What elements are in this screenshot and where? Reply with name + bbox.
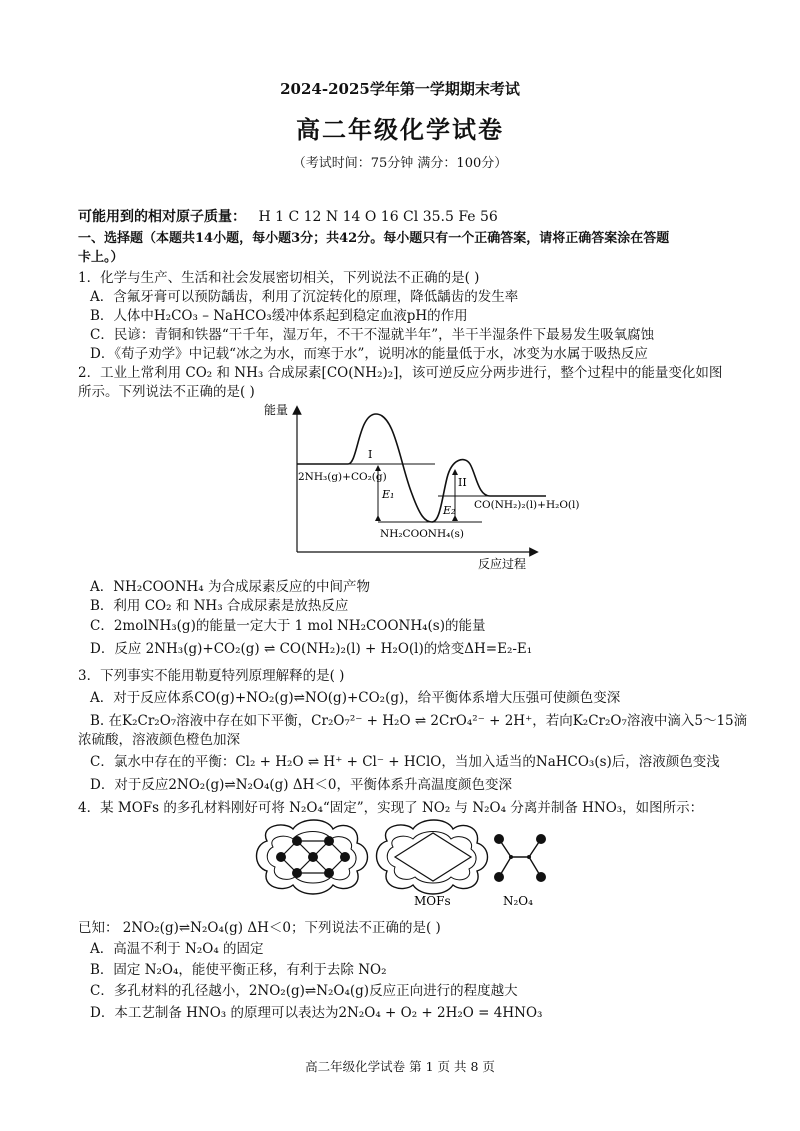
step-2-label: II <box>458 476 467 489</box>
q4-option-d: D．本工艺制备 HNO₃ 的原理可以表达为2N₂O₄ + O₂ + 2H₂O = 4HNO₃ <box>90 1005 543 1021</box>
q2-stem-cont: 所示。下列说法不正确的是( ) <box>78 384 255 400</box>
q2-option-b: B．利用 CO₂ 和 NH₃ 合成尿素是放热反应 <box>90 598 349 614</box>
q2-option-c: C．2molNH₃(g)的能量一定大于 1 mol NH₂COONH₄(s)的能量 <box>90 618 486 634</box>
q3-stem: 3．下列事实不能用勒夏特列原理解释的是( ) <box>78 668 345 684</box>
q3-option-a: A．对于反应体系CO(g)+NO₂(g)⇌NO(g)+CO₂(g)，给平衡体系增大压强可使颜色变深 <box>90 690 621 706</box>
exam-info: （考试时间：75分钟 满分：100分） <box>292 156 508 171</box>
intermediate-label: NH₂COONH₄(s) <box>380 528 464 540</box>
q1-option-a: A．含氟牙膏可以预防龋齿，利用了沉淀转化的原理，降低龋齿的发生率 <box>90 289 519 305</box>
q4-known: 已知： 2NO₂(g)⇌N₂O₄(g) ΔH＜0；下列说法不正确的是( ) <box>78 920 441 936</box>
q4-option-b: B．固定 N₂O₄，能使平衡正移，有利于去除 NO₂ <box>90 962 387 978</box>
exam-name: 2024-2025学年第一学期期末考试 <box>280 80 520 98</box>
section-intro: 一、选择题（本题共14小题，每小题3分；共42分。每小题只有一个正确答案，请将正确答案涂在答题 <box>78 231 670 246</box>
atomic-mass-line <box>78 206 498 226</box>
products-label: CO(NH₂)₂(l)+H₂O(l) <box>474 499 580 511</box>
section-intro-cont: 卡上。） <box>78 250 124 265</box>
n2o4-molecule-icon <box>494 834 546 882</box>
q4-option-c: C．多孔材料的孔径越小，2NO₂(g)⇌N₂O₄(g)反应正向进行的程度越大 <box>90 983 518 999</box>
q1-stem: 1．化学与生产、生活和社会发展密切相关，下列说法不正确的是( ) <box>78 270 480 286</box>
q4-stem: 4．某 MOFs 的多孔材料刚好可将 N₂O₄“固定”，实现了 NO₂ 与 N₂O₄ 分离并制备 HNO₃，如图所示： <box>78 800 704 816</box>
page-footer: 高二年级化学试卷 第 1 页 共 8 页 <box>305 1059 495 1074</box>
n2o4-label: N₂O₄ <box>503 894 533 908</box>
q3-option-d: D．对于反应2NO₂(g)⇌N₂O₄(g) ΔH＜0，平衡体系升高温度颜色变深 <box>90 777 512 793</box>
q1-option-b: B．人体中H₂CO₃ – NaHCO₃缓冲体系起到稳定血液pH的作用 <box>90 308 468 324</box>
q1-option-d: D．《荀子劝学》中记载“冰之为水，而寒于水”，说明冰的能量低于水，冰变为水属于吸热反应 <box>90 346 648 362</box>
q1-option-c: C．民谚：青铜和铁器“干千年，湿万年，不干不湿就半年”，半干半湿条件下最易发生吸氧腐蚀 <box>90 327 655 343</box>
energy-diagram <box>250 398 580 571</box>
q2-stem: 2．工业上常利用 CO₂ 和 NH₃ 合成尿素[CO(NH₂)₂]，该可逆反应分两步进行，整个过程中的能量变化如图 <box>78 365 723 381</box>
mofs-label: MOFs <box>414 894 451 908</box>
e2-label: E₂ <box>443 504 456 517</box>
y-axis-label: 能量 <box>264 403 289 417</box>
q3-option-c: C．氯水中存在的平衡：Cl₂ + H₂O ⇌ H⁺ + Cl⁻ + HClO，当加入适当的NaHCO₃(s)后，溶液颜色变浅 <box>90 754 720 770</box>
mofs-with-n2o4-icon <box>257 820 368 894</box>
mofs-icon <box>377 820 488 894</box>
e1-label: E₁ <box>382 488 395 501</box>
step-1-label: I <box>368 448 373 461</box>
q3-option-b: B. 在K₂Cr₂O₇溶液中存在如下平衡，Cr₂O₇²⁻ + H₂O ⇌ 2CrO₄²⁻ + 2H⁺，若向K₂Cr₂O₇溶液中滴入5～15滴 <box>90 713 748 729</box>
q2-option-a: A．NH₂COONH₄ 为合成尿素反应的中间产物 <box>90 579 370 595</box>
reactants-label: 2NH₃(g)+CO₂(g) <box>298 471 387 483</box>
atomic-mass-values: H 1 C 12 N 14 O 16 Cl 35.5 Fe 56 <box>258 209 498 225</box>
x-axis-label: 反应过程 <box>478 557 527 571</box>
q4-option-a: A．高温不利于 N₂O₄ 的固定 <box>90 941 264 957</box>
page-title: 高二年级化学试卷 <box>296 115 504 144</box>
mofs-figure <box>245 815 565 907</box>
q3-option-b-cont: 浓硫酸，溶液颜色橙色加深 <box>78 732 240 748</box>
q2-option-d: D．反应 2NH₃(g)+CO₂(g) ⇌ CO(NH₂)₂(l) + H₂O(l)的焓变ΔH=E₂-E₁ <box>90 641 533 657</box>
atomic-mass-label: 可能用到的相对原子质量： <box>78 209 246 225</box>
